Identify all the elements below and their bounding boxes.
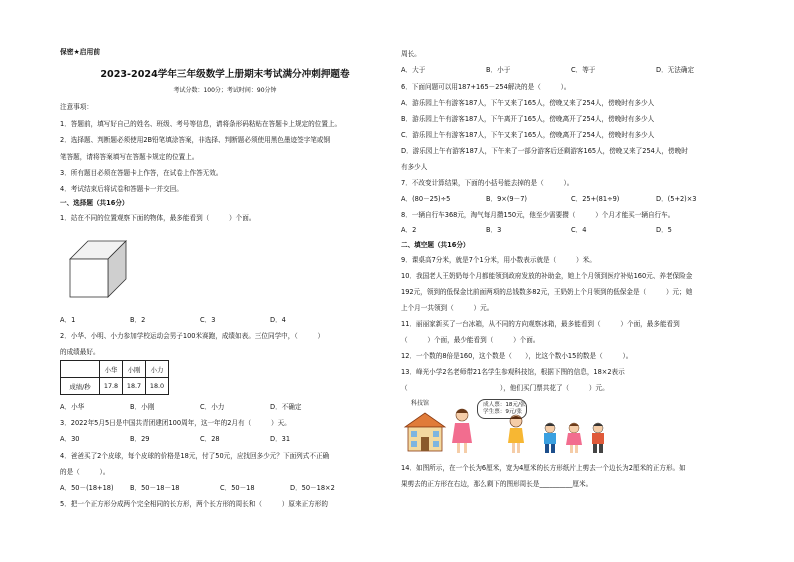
q13-line2: （ ），他们买门票共花了（ ）元。	[401, 384, 609, 392]
museum-label: 科技馆	[411, 400, 430, 407]
q10-line2: 192元，领到的低保金比前面两项的总钱数多82元，王奶奶上个月领到的低保金是（ ）元；她	[401, 288, 693, 296]
q7-option-a: A．(80－25)÷5	[401, 195, 451, 203]
q10-line3: 上个月一共领到（ ）元。	[401, 304, 494, 312]
museum-scene	[403, 397, 623, 457]
notes-heading: 注意事项：	[60, 103, 93, 111]
student-ticket-price: 学生票：9元/张	[483, 409, 523, 415]
note-3: 3．所有题目必须在答题卡上作答，在试卷上作答无效。	[60, 169, 223, 177]
q11-line1: 11．丽丽家新买了一台冰箱，从不同的方向观察冰箱，最多能看到（ ）个面，最多能看到	[401, 320, 680, 328]
table-cell: 18.7	[123, 378, 146, 395]
q3-stem: 3．2022年5月5日是中国共青团建团100周年，这一年的2月有（ ）天。	[60, 419, 291, 427]
exam-title: 2023-2024学年三年级数学上册期末考试满分冲刺押题卷	[100, 69, 350, 80]
q12-text: 12．一个数的8倍是160，这个数是（ ），比这个数小15的数是（ ）。	[401, 352, 633, 360]
q6-option-d: D．游乐园上午有游客187人，下午来了一部分游客后还剩游客165人，傍晚又来了254人，傍晚时	[401, 147, 688, 155]
q4-option-b: B．50－18－18	[130, 484, 180, 492]
q1-option-c: C．3	[200, 316, 216, 324]
q2-option-a: A．小华	[60, 403, 85, 411]
score-table	[60, 360, 169, 395]
q4-option-c: C．50－18	[220, 484, 255, 492]
q5-stem-cont: 周长。	[401, 50, 421, 58]
q8-option-c: C．4	[571, 226, 587, 234]
q1-option-a: A．1	[60, 316, 76, 324]
q2-option-b: B．小刚	[130, 403, 155, 411]
left-column	[60, 0, 390, 562]
q5-option-d: D．无法确定	[656, 66, 695, 74]
q5-option-a: A．大于	[401, 66, 426, 74]
student-boy-icon	[589, 421, 607, 455]
q7-option-d: D．(5+2)×3	[656, 195, 697, 203]
q3-option-d: D．31	[270, 435, 291, 443]
q7-stem: 7．不改变计算结果，下面的小括号能去掉的是（ ）。	[401, 179, 574, 187]
note-2-cont: 笔答题，请将答案填写在答题卡规定的位置上。	[60, 153, 199, 161]
q1-stem: 1．站在不同的位置观察下面的物体，最多能看到（ ）个面。	[60, 214, 256, 222]
table-cell: 17.8	[100, 378, 123, 395]
q3-option-c: C．28	[200, 435, 220, 443]
q6-option-c: C．游乐园上午有游客187人，下午又来了165人，傍晚离开了254人，傍晚时有多少人	[401, 131, 655, 139]
confidential-mark: 保密★启用前	[60, 48, 101, 56]
q13-line1: 13．峰光小学2名老师带21名学生参观科技馆，根据下图的信息，18×2表示	[401, 368, 625, 376]
q8-stem: 8．一辆自行车368元，淘气每月攒150元，他至少需要攒（ ）个月才能买一辆自行车。	[401, 211, 675, 219]
score-table-row	[61, 378, 169, 395]
q14-line1: 14．如图所示，在一个长为6厘米，宽为4厘米的长方形纸片上剪去一个边长为2厘米的正方形。如	[401, 464, 686, 472]
q1-option-d: D．4	[270, 316, 286, 324]
q2-option-c: C．小力	[200, 403, 225, 411]
q2-stem-cont: 的成绩最好。	[60, 348, 100, 356]
q7-option-b: B．9×(9－7)	[486, 195, 527, 203]
q8-option-b: B．3	[486, 226, 502, 234]
table-row-label: 成绩/秒	[61, 378, 100, 395]
table-corner	[61, 361, 100, 378]
q4-stem: 4．爸爸买了2个皮球，每个皮球的价格是18元，付了50元，应找回多少元？下面列式不正确	[60, 452, 330, 460]
section2-heading: 二、填空题（共16分）	[401, 241, 470, 249]
teacher-figure-icon	[451, 407, 473, 455]
right-column	[401, 0, 741, 562]
q6-option-a: A．游乐园上午有游客187人，下午又来了165人，傍晚又来了254人，傍晚时有多少人	[401, 99, 655, 107]
student-boy-icon	[541, 421, 559, 455]
q2-option-d: D．不确定	[270, 403, 302, 411]
q11-line2: （ ）个面，最少能看到（ ）个面。	[401, 336, 540, 344]
q5-option-b: B．小于	[486, 66, 511, 74]
q5-stem: 5．把一个正方形分成两个完全相同的长方形，两个长方形的周长和（ ）原来正方形的	[60, 500, 328, 508]
cube-figure	[66, 237, 130, 301]
q7-option-c: C．25+(81÷9)	[571, 195, 620, 203]
q9-text: 9．课桌高7分米，就是7个1分米，用小数表示就是（ ）米。	[401, 256, 596, 264]
table-cell: 18.0	[146, 378, 169, 395]
q8-option-a: A．2	[401, 226, 417, 234]
museum-building-icon	[403, 409, 447, 453]
note-1: 1．答题前，填写好自己的姓名、班级、考号等信息，请将条形码粘贴在答题卡上规定的位置上。	[60, 120, 342, 128]
q3-option-b: B．29	[130, 435, 150, 443]
note-4: 4．考试结束后将试卷和答题卡一并交回。	[60, 185, 183, 193]
student-girl-icon	[505, 413, 527, 457]
q3-option-a: A．30	[60, 435, 80, 443]
q1-option-b: B．2	[130, 316, 146, 324]
q6-stem: 6．下面问题可以用187+165－254解决的是（ ）。	[401, 83, 571, 91]
table-header: 小刚	[123, 361, 146, 378]
q4-option-d: D．50－18×2	[290, 484, 335, 492]
section1-heading: 一、选择题（共16分）	[60, 199, 129, 207]
note-2: 2．选择题、判断题必须使用2B铅笔填涂答案，非选择、判断题必须使用黑色墨迹签字笔或钢	[60, 136, 331, 144]
score-table-header	[61, 361, 169, 378]
table-header: 小力	[146, 361, 169, 378]
student-girl-icon	[565, 421, 583, 455]
q5-option-c: C．等于	[571, 66, 596, 74]
q2-stem: 2．小华、小明、小力参加学校运动会男子100米赛跑，成绩如表。三位同学中，（ ）	[60, 332, 325, 340]
table-header: 小华	[100, 361, 123, 378]
q8-option-d: D．5	[656, 226, 672, 234]
adult-ticket-price: 成人票：18元/张	[483, 402, 526, 408]
q4-option-a: A．50－(18+18)	[60, 484, 114, 492]
q6-option-d-cont: 有多少人	[401, 163, 428, 171]
exam-subtitle: 考试分数：100分；考试时间：90分钟	[173, 87, 277, 94]
q10-line1: 10．我国老人王奶奶每个月都能领到政府发放的补助金，她上个月领到医疗补贴160元、养老保险金	[401, 272, 693, 280]
q6-option-b: B．游乐园上午有游客187人，下午离开了165人，傍晚离开了254人，傍晚时有多少人	[401, 115, 655, 123]
q14-line2: 果剪去的正方形在右边，那么剩下的图形周长是__________厘米。	[401, 480, 593, 488]
q4-stem-cont: 的是（ ）。	[60, 468, 110, 476]
